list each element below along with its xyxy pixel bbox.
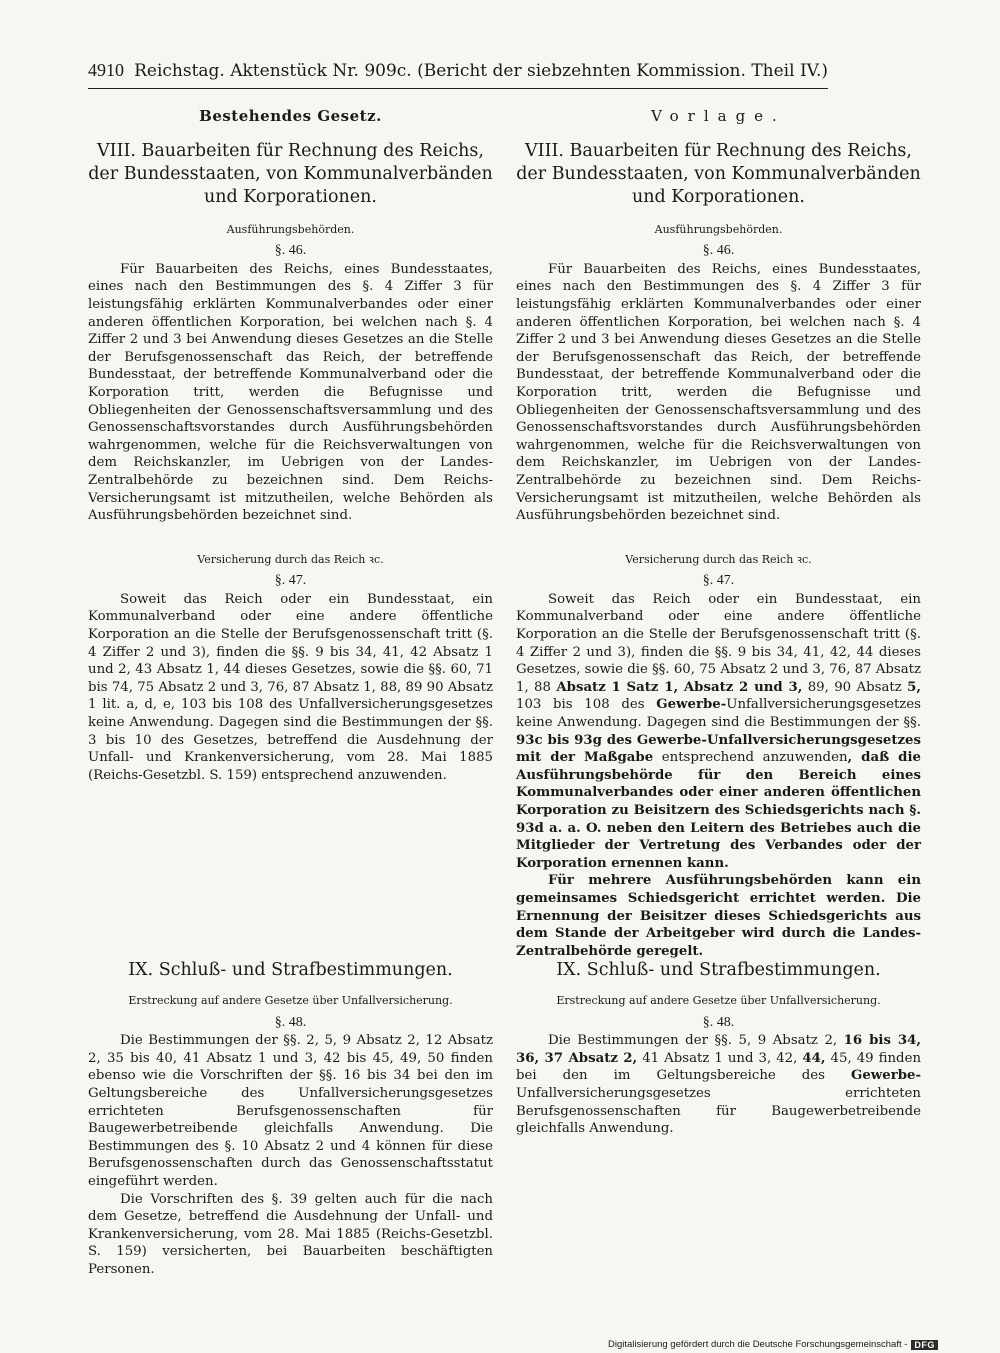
left-p47-number: §. 47. (274, 573, 307, 589)
right-p47-text-e: entsprechend anzuwenden (653, 750, 848, 766)
credit-text: Digitalisierung gefördert durch die Deutsche Forschungsgemeinschaft - (608, 1339, 908, 1350)
left-p48-text: Die Bestimmungen der §§. 2, 5, 9 Absatz 2, 12 Absatz 2, 35 bis 40, 41 Absatz 1 und 3, 42 bis 45, 49, 50 finden ebenso wie die Vorschriften der §§. 16 bis 34 bei den im Geltungsbereiche des Unfallversicherungsgesetzes errichteten Berufsgenossenschaften für Baugewerbetreibende gleichfalls Anwendung. Die Bestimmungen des §. 10 Absatz 2 und 4 können für diese Berufsgenossenschaften durch das Genossenschaftsstatut eingeführt werden. (88, 1033, 493, 1189)
right-p48-bold-1: 16 bis 34, 36, 37 Absatz 2, (516, 1033, 921, 1066)
right-p48-text-a: Die Bestimmungen der §§. 5, 9 Absatz 2, (548, 1033, 844, 1049)
right-p48-bold-2: 44, (802, 1050, 826, 1066)
left-p48-number: §. 48. (274, 1014, 307, 1030)
left-p47-text: Soweit das Reich oder ein Bundesstaat, ein Kommunalverband oder eine andere öffentliche Korporation an die Stelle der Berufsgenossenschaft tritt (§. 4 Ziffer 2 und 3), finden die §§. 9 bis 34, 41, 42 Absatz 1 und 2, 43 Absatz 1, 44 dieses Gesetzes, sowie die §§. 60, 71 bis 74, 75 Absatz 2 und 3, 76, 87 Absatz 1, 88, 89 90 Absatz 1 lit. a, d, e, 103 bis 108 des Unfallversicherungsgesetzes keine Anwendung. Dagegen sind die Bestimmungen der §§. 3 bis 10 des Gesetzes, betreffend die Ausdehnung der Unfall- und Krankenversicherung, vom 28. Mai 1885 (Reichs-Gesetzbl. S. 159) entsprechend anzuwenden. (88, 591, 493, 783)
right-p48-text-b: 41 Absatz 1 und 3, 42, (637, 1050, 803, 1066)
right-p47-text-d: Unfallversicherungsgesetzes keine Anwendung. Dagegen sind die Bestimmungen der §§. (516, 697, 921, 731)
right-p48-bold-3: Gewerbe- (850, 1068, 921, 1084)
left-column-heading: Bestehendes Gesetz. (199, 107, 382, 125)
left-p47-subheading: Versicherung durch das Reich ꝛc. (197, 552, 384, 566)
left-p46-text: Für Bauarbeiten des Reichs, eines Bundesstaates, eines nach den Bestimmungen des §. 4 Ziffer 3 für leistungsfähig erklärten Kommunalverbandes oder einer anderen öffentlichen Korporation, bei welchen nach §. 4 Ziffer 2 und 3 bei Anwendung dieses Gesetzes an die Stelle der Berufsgenossenschaft das Reich, der betreffende Bundesstaat, der betreffende Kommunalverband oder die Korporation tritt, werden die Befugnisse und Obliegenheiten der Genossenschaftsversammlung und des Genossenschaftsvorstandes durch Ausführungsbehörden wahrgenommen, welche für die Reichsverwaltungen von dem Reichskanzler, im Uebrigen von der Landes-Zentralbehörde zu bezeichnen sind. Dem Reichs-Versicherungsamt ist mitzutheilen, welche Behörden als Ausführungsbehörden bezeichnet sind. (88, 261, 493, 524)
right-p47-subheading: Versicherung durch das Reich ꝛc. (625, 552, 812, 566)
left-p48-subheading: Erstreckung auf andere Gesetze über Unfallversicherung. (128, 994, 453, 1007)
right-p47-text-c: 103 bis 108 des (516, 697, 657, 713)
right-section-viii-title: VIII. Bauarbeiten für Rechnung des Reichs, der Bundesstaaten, von Kommunalverbänden und Korporationen. (516, 140, 921, 207)
right-column-lower (516, 992, 921, 1138)
right-section-ix-title: IX. Schluß- und Strafbestimmungen. (556, 960, 881, 980)
right-p48-number: §. 48. (702, 1014, 735, 1030)
page-header (88, 60, 828, 81)
right-p47-bold-3: Gewerbe- (656, 697, 727, 713)
right-p46-text: Für Bauarbeiten des Reichs, eines Bundesstaates, eines nach den Bestimmungen des §. 4 Ziffer 3 für leistungsfähig erklärten Kommunalverbandes oder einer anderen öffentlichen Korporation, bei welchen nach §. 4 Ziffer 2 und 3 bei Anwendung dieses Gesetzes an die Stelle der Berufsgenossenschaft das Reich, der betreffende Bundesstaat, der betreffende Kommunalverband oder die Korporation tritt, werden die Befugnisse und Obliegenheiten der Genossenschaftsversammlung und des Genossenschaftsvorstandes durch Ausführungsbehörden wahrgenommen, welche für die Reichsverwaltungen von dem Reichskanzler, im Uebrigen von der Landes-Zentralbehörde zu bezeichnen sind. Dem Reichs-Versicherungsamt ist mitzutheilen, welche Behörden als Ausführungsbehörden bezeichnet sind. (516, 261, 921, 524)
right-p46-number: §. 46. (702, 243, 735, 259)
right-column (516, 108, 921, 960)
right-p47-text (516, 591, 921, 873)
left-p46-subheading: Ausführungsbehörden. (226, 222, 355, 236)
right-p47-bold-5: , daß die Ausführungsbehörde für den Bereich eines Kommunalverbandes oder einer anderen öffentlichen Korporation zu Beisitzern des Schiedsgerichts nach §. 93d a. a. O. neben den Leitern des Betriebes auch die Mitglieder der Vertretung des Verbandes oder der Korporation ernennen kann. (516, 750, 921, 871)
right-column-heading: Vorlage. (651, 107, 786, 125)
right-p48-text-c: 45, 49 finden bei den im Geltungsbereiche des (516, 1050, 922, 1084)
right-p47-bold-4: 93c bis 93g des Gewerbe-Unfallversicherungsgesetzes mit der Maßgabe (516, 732, 921, 766)
right-p47-number: §. 47. (702, 573, 735, 589)
left-section-viii-title: VIII. Bauarbeiten für Rechnung des Reichs, der Bundesstaaten, von Kommunalverbänden und Korporationen. (88, 140, 493, 207)
right-p47-bold-1: Absatz 1 Satz 1, Absatz 2 und 3, (556, 679, 803, 695)
right-p48-text-d: Unfallversicherungsgesetzes errichteten Berufsgenossenschaften für Baugewerbetreibende gleichfalls Anwendung. (516, 1085, 921, 1137)
left-p46-number: §. 46. (274, 243, 307, 259)
dfg-logo: DFG (911, 1340, 938, 1350)
left-section-ix-title: IX. Schluß- und Strafbestimmungen. (128, 960, 453, 980)
right-p48-text (516, 1032, 921, 1138)
header-rule (88, 88, 828, 89)
running-title: Reichstag. Aktenstück Nr. 909c. (Bericht der siebzehnten Kommission. Theil IV.) (134, 61, 828, 81)
left-p48-text-2: Die Vorschriften des §. 39 gelten auch für die nach dem Gesetze, betreffend die Ausdehnung der Unfall- und Krankenversicherung, vom 28. Mai 1885 (Reichs-Gesetzbl. S. 159) versicherten, bei Bauarbeiten beschäftigten Personen. (88, 1191, 493, 1277)
right-p47-text-b: 89, 90 Absatz (802, 679, 908, 695)
digitization-credit (608, 1339, 938, 1350)
page-number: 4910 (88, 60, 124, 80)
right-p46-subheading: Ausführungsbehörden. (654, 222, 783, 236)
right-p47-bold-paragraph: Für mehrere Ausführungsbehörden kann ein gemeinsames Schiedsgericht errichtet werden. Die Ernennung der Beisitzer dieses Schiedsgerichts aus dem Stande der Arbeitgeber wird durch die Landes-Zentralbehörde geregelt. (516, 873, 921, 959)
right-p48-subheading: Erstreckung auf andere Gesetze über Unfallversicherung. (556, 994, 881, 1007)
right-p47-bold-2: 5, (907, 679, 921, 695)
right-p47-text-a: Soweit das Reich oder ein Bundesstaat, ein Kommunalverband oder eine andere öffentliche Korporation an die Stelle der Berufsgenossenschaft tritt (§. 4 Ziffer 2 und 3), finden die §§. 9 bis 34, 41, 42, 44 dieses Gesetzes, sowie die §§. 60, 75 Absatz 2 und 3, 76, 87 Absatz 1, 88 (516, 591, 922, 695)
left-column-lower (88, 992, 493, 1279)
left-column (88, 108, 493, 784)
